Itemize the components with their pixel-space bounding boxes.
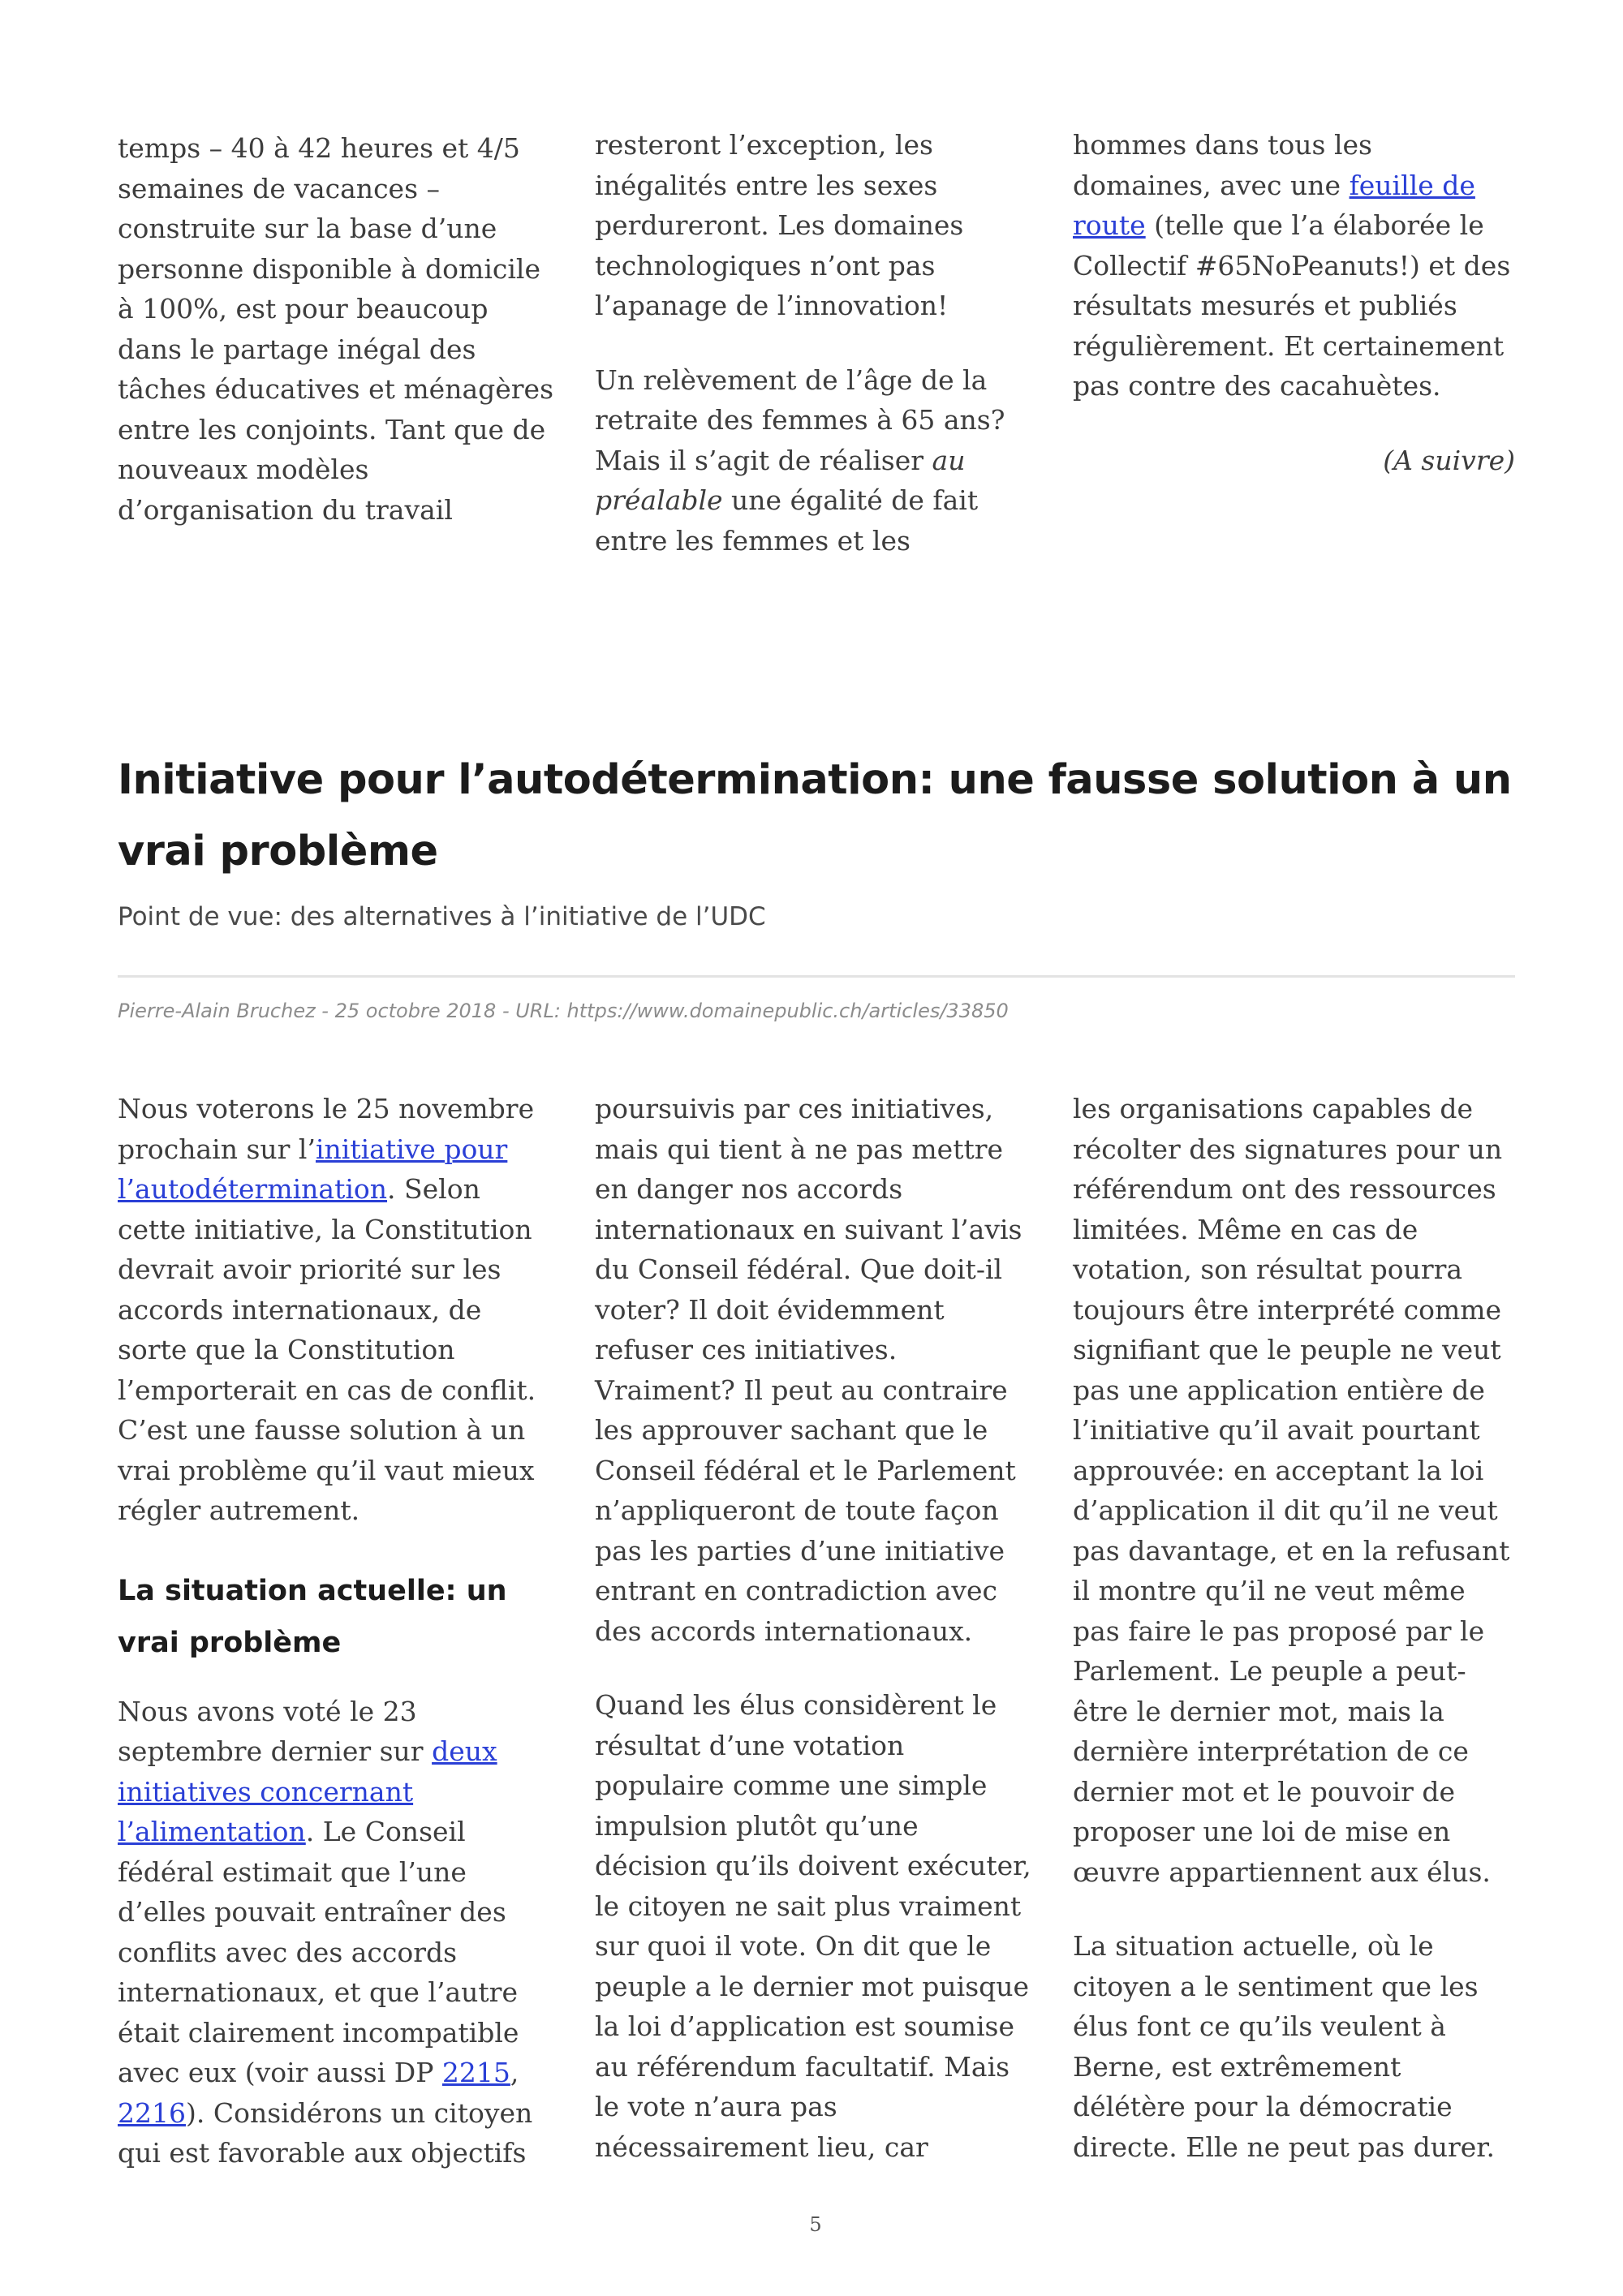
- paragraph: Nous voterons le 25 novembre prochain sur l’initiative pour l’autodétermination. Selon cette initiative, la Constitution devrait avoir priorité sur les accords internationaux, de sorte que la Constitution l’emporterait en cas de conflit. C’est une fausse solution à un vrai problème qu’il vaut mieux régler autrement.: [118, 1093, 536, 1526]
- paragraph: Nous avons voté le 23 septembre dernier sur deux initiatives concernant l’alimentation. Le Conseil fédéral estimait que l’une d’elles pouvait entraîner des conflits avec des accords internationaux, et que l’autre était clairement incompatible avec eux (voir aussi DP 2215, 2216). Considérons un citoyen qui est favorable aux objectifs: [118, 1695, 533, 2169]
- page-number: 5: [809, 2213, 822, 2236]
- initiative-link[interactable]: initiative pour l’autodétermination: [118, 1133, 508, 1205]
- dp-2215-link[interactable]: 2215: [441, 2057, 510, 2088]
- a-suivre-note: (A suivre): [1383, 444, 1515, 476]
- article-column-3: [1073, 1089, 1515, 2167]
- emphasis-text: au préalable: [595, 444, 966, 516]
- paragraph: temps – 40 à 42 heures et 4/5 semaines de vacances – construite sur la base d’une personne disponible à domicile à 100%, est pour beaucoup dans le partage inégal des tâches éducatives et ménagères entre les conjoints. Tant que de nouveaux modèles d’organisation du travail: [118, 132, 554, 526]
- paragraph: Un relèvement de l’âge de la retraite des femmes à 65 ans? Mais il s’agit de réaliser au préalable une égalité de fait entre les femmes et les: [595, 363, 1005, 557]
- paragraph: poursuivis par ces initiatives, mais qui tient à ne pas mettre en danger nos accords internationaux en suivant l’avis du Conseil fédéral. Que doit-il voter? Il doit évidemment refuser ces initiatives. Vraiment? Il peut au contraire les approuver sachant que le Conseil fédéral et le Parlement n’appliqueront de toute façon pas les parties d’une initiative entrant en contradiction avec des accords internationaux.: [595, 1093, 1022, 1647]
- prev-article-column-1: [118, 128, 556, 530]
- prev-article-column-3: [1073, 125, 1515, 480]
- article-column-1: [118, 1089, 556, 2173]
- section-heading: La situation actuelle: un vrai problème: [118, 1574, 507, 1659]
- article-meta: Pierre-Alain Bruchez - 25 octobre 2018 - URL: https://www.domainepublic.ch/articles/33850: [118, 1000, 1009, 1022]
- paragraph: La situation actuelle, où le citoyen a le sentiment que les élus font ce qu’ils veulent à Berne, est extrêmement délétère pour la démocratie directe. Elle ne peut pas durer.: [1073, 1930, 1495, 2163]
- alimentation-link[interactable]: deux initiatives concernant l’alimentation: [118, 1735, 497, 1847]
- dp-2216-link[interactable]: 2216: [118, 2096, 186, 2129]
- paragraph: hommes dans tous les domaines, avec une feuille de route (telle que l’a élaborée le Collectif #65NoPeanuts!) et des résultats mesurés et publiés régulièrement. Et certainement pas contre des cacahuètes.: [1073, 129, 1511, 402]
- paragraph: Quand les élus considèrent le résultat d’une votation populaire comme une simple impulsion plutôt qu’une décision qu’ils doivent exécuter, le citoyen ne sait plus vraiment sur quoi il vote. On dit que le peuple a le dernier mot puisque la loi d’application est soumise au référendum facultatif. Mais le vote n’aura pas nécessairement lieu, car: [595, 1689, 1031, 2163]
- paragraph: resteront l’exception, les inégalités entre les sexes perdureront. Les domaines technologiques n’ont pas l’apanage de l’innovation!: [595, 129, 964, 321]
- header-divider: [118, 975, 1515, 978]
- feuille-de-route-link[interactable]: feuille de route: [1073, 169, 1475, 241]
- article-column-2: [595, 1089, 1037, 2167]
- paragraph: les organisations capables de récolter des signatures pour un référendum ont des ressources limitées. Même en cas de votation, son résultat pourra toujours être interprété comme signifiant que le peuple ne veut pas une application entière de l’initiative qu’il avait pourtant approuvée: en acceptant la loi d’application il dit qu’il ne veut pas davantage, et en la refusant il montre qu’il ne veut même pas faire le pas proposé par le Parlement. Le peuple a peut-être le dernier mot, mais la dernière interprétation de ce dernier mot et le pouvoir de proposer une loi de mise en œuvre appartiennent aux élus.: [1073, 1093, 1510, 1888]
- article-title: Initiative pour l’autodétermination: une fausse solution à un vrai problème: [118, 756, 1512, 875]
- article-subtitle: Point de vue: des alternatives à l’initiative de l’UDC: [118, 902, 766, 931]
- prev-article-column-2: [595, 125, 1037, 561]
